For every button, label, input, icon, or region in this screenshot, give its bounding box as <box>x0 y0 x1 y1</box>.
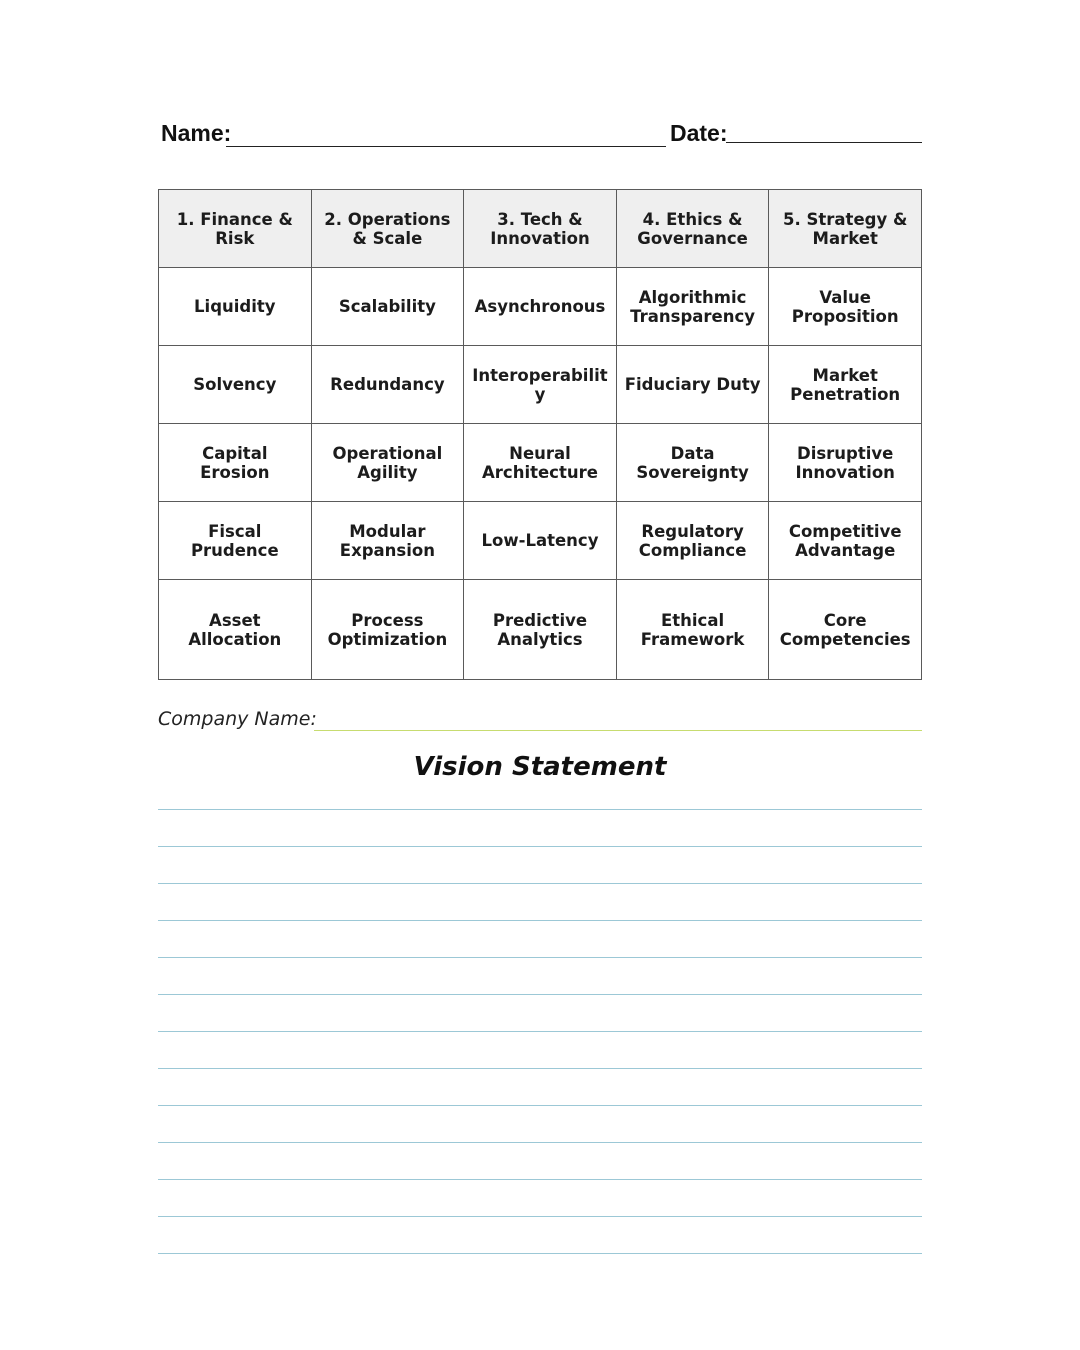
company-name-field[interactable] <box>314 730 922 731</box>
company-row <box>158 706 922 734</box>
writing-line[interactable] <box>158 994 922 995</box>
table-cell: Neural Architecture <box>464 424 617 502</box>
writing-line[interactable] <box>158 1105 922 1106</box>
table-cell: Capital Erosion <box>159 424 312 502</box>
header-row-cells <box>159 190 922 268</box>
table-cell: Algorithmic Transparency <box>616 268 769 346</box>
table-cell: Redundancy <box>311 346 464 424</box>
table-cell: Predictive Analytics <box>464 580 617 680</box>
date-label: Date: <box>670 120 728 146</box>
table-cell: Ethical Framework <box>616 580 769 680</box>
writing-line[interactable] <box>158 1068 922 1069</box>
writing-line[interactable] <box>158 957 922 958</box>
table-cell: Scalability <box>311 268 464 346</box>
column-header-operations: 2. Operations & Scale <box>311 190 464 268</box>
writing-line[interactable] <box>158 883 922 884</box>
table-row <box>159 346 922 424</box>
table-cell: Fiduciary Duty <box>616 346 769 424</box>
writing-line[interactable] <box>158 1031 922 1032</box>
column-header-ethics: 4. Ethics & Governance <box>616 190 769 268</box>
writing-line[interactable] <box>158 920 922 921</box>
name-field[interactable] <box>226 146 666 147</box>
table-cell: Low-Latency <box>464 502 617 580</box>
table-cell: Modular Expansion <box>311 502 464 580</box>
table-row <box>159 502 922 580</box>
table-row <box>159 268 922 346</box>
table-cell: Interoperability <box>464 346 617 424</box>
table-cell: Regulatory Compliance <box>616 502 769 580</box>
writing-line[interactable] <box>158 1179 922 1180</box>
table-cell: Fiscal Prudence <box>159 502 312 580</box>
table-cell: Value Proposition <box>769 268 922 346</box>
table-cell: Operational Agility <box>311 424 464 502</box>
vision-statement-title: Vision Statement <box>413 752 667 782</box>
table-cell: Disruptive Innovation <box>769 424 922 502</box>
writing-line[interactable] <box>158 1253 922 1254</box>
writing-line[interactable] <box>158 1216 922 1217</box>
table-cell: Asset Allocation <box>159 580 312 680</box>
date-field[interactable] <box>726 142 922 143</box>
writing-line[interactable] <box>158 1142 922 1143</box>
header-row <box>160 118 922 150</box>
table-cell: Core Competencies <box>769 580 922 680</box>
writing-line[interactable] <box>158 809 922 810</box>
table-cell: Process Optimization <box>311 580 464 680</box>
table-cell: Solvency <box>159 346 312 424</box>
table-row <box>159 580 922 680</box>
table-cell: Liquidity <box>159 268 312 346</box>
column-header-finance: 1. Finance & Risk <box>159 190 312 268</box>
vocabulary-grid <box>158 189 922 680</box>
company-name-label: Company Name: <box>158 708 317 730</box>
writing-line[interactable] <box>158 846 922 847</box>
table-cell: Market Penetration <box>769 346 922 424</box>
table-row <box>159 424 922 502</box>
column-header-tech: 3. Tech & Innovation <box>464 190 617 268</box>
table-cell: Data Sovereignty <box>616 424 769 502</box>
name-label: Name: <box>161 120 232 146</box>
table-cell: Competitive Advantage <box>769 502 922 580</box>
column-header-strategy: 5. Strategy & Market <box>769 190 922 268</box>
table-cell: Asynchronous <box>464 268 617 346</box>
